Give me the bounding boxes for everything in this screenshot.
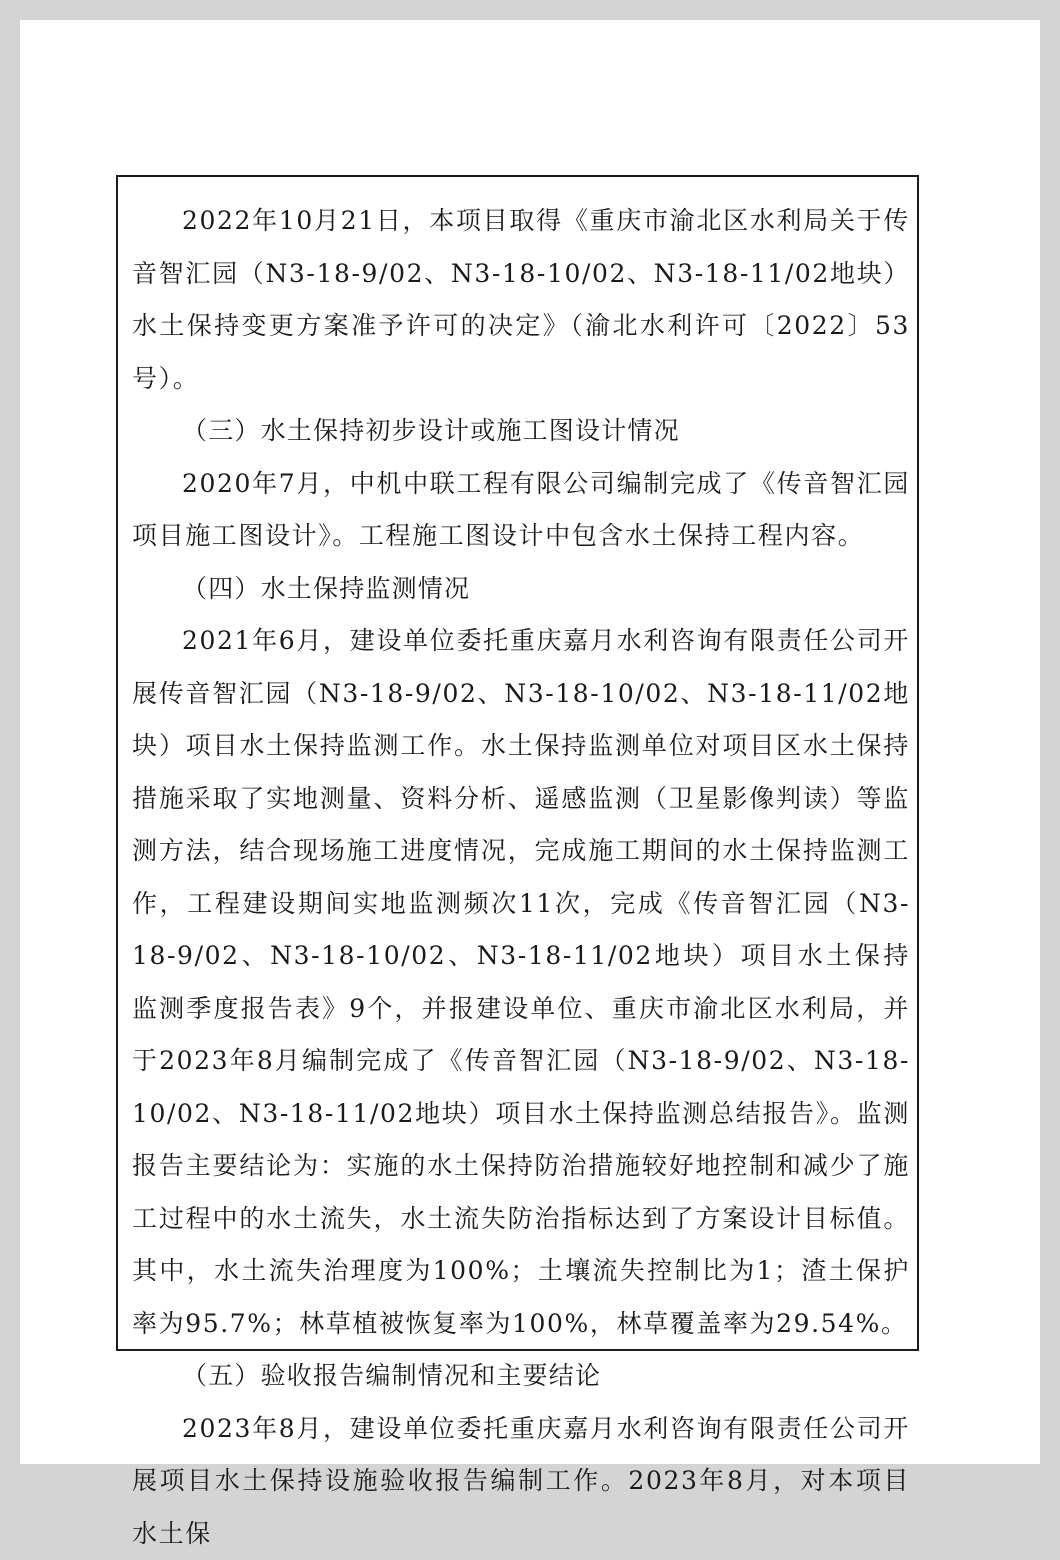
paragraph-acceptance-report: 2023年8月，建设单位委托重庆嘉月水利咨询有限责任公司开展项目水土保持设施验收报告编制工作。2023年8月，对本项目水土保 xyxy=(132,1403,910,1560)
content-border-box xyxy=(116,175,919,1351)
document-page xyxy=(20,20,1040,1464)
section-heading-design: （三）水土保持初步设计或施工图设计情况 xyxy=(132,405,910,458)
paragraph-permit-decision: 2022年10月21日，本项目取得《重庆市渝北区水利局关于传音智汇园（N3-18-9/02、N3-18-10/02、N3-18-11/02地块）水土保持变更方案准予许可的决定》（渝北水利许可〔2022〕53号）。 xyxy=(132,195,910,405)
document-body xyxy=(132,195,910,1560)
paragraph-construction-design: 2020年7月，中机中联工程有限公司编制完成了《传音智汇园项目施工图设计》。工程施工图设计中包含水土保持工程内容。 xyxy=(132,458,910,563)
section-heading-monitoring: （四）水土保持监测情况 xyxy=(132,563,910,616)
section-heading-acceptance-report: （五）验收报告编制情况和主要结论 xyxy=(132,1350,910,1403)
paragraph-monitoring: 2021年6月，建设单位委托重庆嘉月水利咨询有限责任公司开展传音智汇园（N3-18-9/02、N3-18-10/02、N3-18-11/02地块）项目水土保持监测工作。水土保持监测单位对项目区水土保持措施采取了实地测量、资料分析、遥感监测（卫星影像判读）等监测方法，结合现场施工进度情况，完成施工期间的水土保持监测工作，工程建设期间实地监测频次11次，完成《传音智汇园（N3-18-9/02、N3-18-10/02、N3-18-11/02地块）项目水土保持监测季度报告表》9个，并报建设单位、重庆市渝北区水利局，并于2023年8月编制完成了《传音智汇园（N3-18-9/02、N3-18-10/02、N3-18-11/02地块）项目水土保持监测总结报告》。监测报告主要结论为：实施的水土保持防治措施较好地控制和减少了施工过程中的水土流失，水土流失防治指标达到了方案设计目标值。其中，水土流失治理度为100%；土壤流失控制比为1；渣土保护率为95.7%；林草植被恢复率为100%，林草覆盖率为29.54%。 xyxy=(132,615,910,1350)
